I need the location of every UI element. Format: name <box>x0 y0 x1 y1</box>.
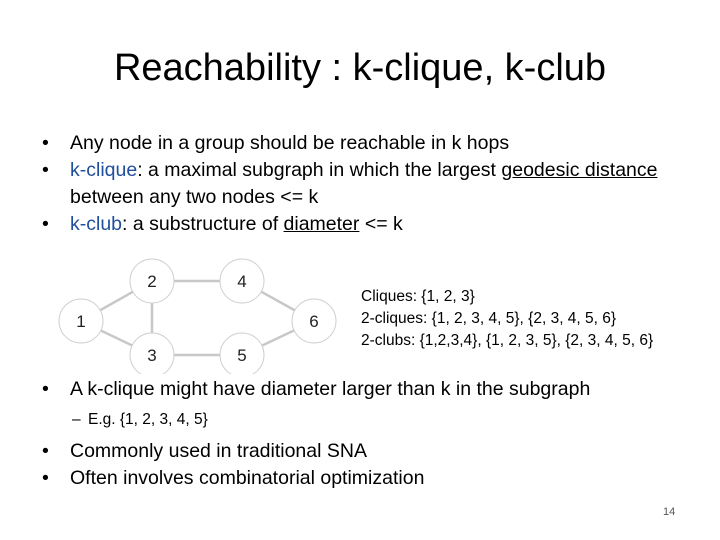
bullet-reachable <box>40 130 680 157</box>
bullet-text: Any node in a group should be reachable in k hops <box>70 132 510 154</box>
node-label: 1 <box>76 312 86 331</box>
node-label: 5 <box>237 346 247 365</box>
bullet-text: A k-clique might have diameter larger than k in the subgraph <box>70 378 591 400</box>
sub-bullet-dash: – <box>72 411 81 428</box>
bullet-text: : a maximal subgraph in which the largest <box>137 159 502 181</box>
page-number: 14 <box>663 506 676 518</box>
node-label: 2 <box>147 272 157 291</box>
cliques-list <box>361 286 653 352</box>
node-2 <box>130 259 174 303</box>
node-3 <box>130 333 174 374</box>
bullet-dot: • <box>42 378 49 400</box>
bullet-text: between any two nodes <= k <box>70 186 319 208</box>
bullet-dot: • <box>42 440 49 462</box>
node-5 <box>220 333 264 374</box>
bullet-k-club <box>40 211 680 238</box>
bullet-diameter-note <box>40 376 690 403</box>
term-k-club: k-club <box>70 213 123 235</box>
term-k-clique: k-clique <box>70 159 138 181</box>
sub-bullet-text: E.g. {1, 2, 3, 4, 5} <box>88 411 208 428</box>
slide-title: Reachability : k-clique, k-club <box>113 47 607 89</box>
bullet-dot: • <box>42 132 49 154</box>
bullet-k-clique <box>40 157 680 211</box>
node-6 <box>292 299 336 343</box>
term-geodesic-distance: geodesic distance <box>501 159 658 181</box>
bullet-list-bottom <box>40 376 690 492</box>
node-label: 6 <box>309 312 319 331</box>
bullet-dot: • <box>42 467 49 489</box>
bullet-sna <box>40 438 690 465</box>
node-label: 4 <box>237 272 247 291</box>
node-label: 3 <box>147 346 157 365</box>
cliques-line: Cliques: {1, 2, 3} <box>361 288 475 305</box>
bullet-text: : a substructure of <box>122 213 284 235</box>
bullet-list-top <box>40 130 680 238</box>
bullet-text: <= k <box>359 213 403 235</box>
two-cliques-line: 2-cliques: {1, 2, 3, 4, 5}, {2, 3, 4, 5, 6} <box>361 310 617 327</box>
bullet-optimization <box>40 465 690 492</box>
term-diameter: diameter <box>283 213 360 235</box>
network-graph <box>55 258 355 374</box>
bullet-text: Often involves combinatorial optimization <box>70 467 425 489</box>
bullet-dot: • <box>42 213 49 235</box>
bullet-text: Commonly used in traditional SNA <box>70 440 367 462</box>
sub-bullet-example <box>40 408 690 432</box>
bullet-dot: • <box>42 159 49 181</box>
node-4 <box>220 259 264 303</box>
two-clubs-line: 2-clubs: {1,2,3,4}, {1, 2, 3, 5}, {2, 3, 4, 5, 6} <box>361 332 654 349</box>
node-1 <box>59 299 103 343</box>
